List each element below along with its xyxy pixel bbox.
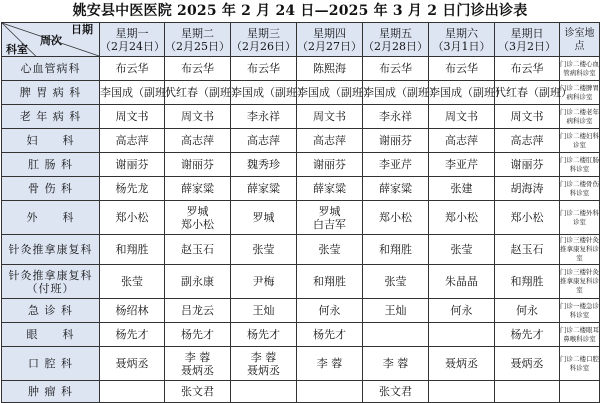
schedule-cell: 吕龙云 (165, 299, 231, 323)
schedule-cell: 和翔胜 (363, 235, 429, 265)
location-cell: 门诊一楼急诊科诊室 (560, 299, 600, 323)
schedule-cell: 李 蓉 聂炳丞 (231, 347, 297, 381)
location-cell: 门诊二楼脾胃病科诊室 (560, 81, 600, 105)
schedule-cell (297, 381, 363, 403)
location-cell: 门诊二楼老年病科诊室 (560, 105, 600, 129)
table-row (2, 105, 600, 129)
schedule-cell: 张文君 (363, 381, 429, 403)
schedule-cell: 代红春（副班） (165, 81, 231, 105)
header-date: （2月27日） (297, 39, 362, 53)
schedule-cell: 李 蓉 (363, 347, 429, 381)
corner-week-label: 周次 (40, 34, 62, 47)
schedule-cell: 周文书 (297, 105, 363, 129)
schedule-cell: 谢丽芬 (165, 153, 231, 177)
header-col-2 (231, 23, 297, 57)
schedule-cell: 布云华 (100, 57, 165, 81)
dept-cell: 肛 肠 科 (2, 153, 100, 177)
schedule-cell: 谢丽芬 (495, 153, 560, 177)
schedule-cell: 李国成（副班） (363, 81, 429, 105)
schedule-cell: 张莹 (297, 235, 363, 265)
dept-cell: 心血管病科 (2, 57, 100, 81)
schedule-cell: 张莹 (100, 265, 165, 299)
schedule-cell (363, 323, 429, 347)
header-day: 星期五 (379, 26, 412, 40)
schedule-cell: 高志萍 (429, 129, 495, 153)
table-row (2, 381, 600, 403)
schedule-cell: 朱晶晶 (429, 265, 495, 299)
schedule-cell: 王灿 (231, 299, 297, 323)
schedule-cell: 高志萍 (231, 129, 297, 153)
header-col-4 (363, 23, 429, 57)
schedule-cell: 周文书 (100, 105, 165, 129)
schedule-cell (100, 381, 165, 403)
table-row (2, 347, 600, 381)
schedule-cell: 杨先才 (165, 323, 231, 347)
header-day: 星期三 (247, 26, 280, 40)
schedule-cell: 布云华 (165, 57, 231, 81)
dept-cell: 骨 伤 科 (2, 177, 100, 201)
schedule-cell: 尹梅 (231, 265, 297, 299)
schedule-cell: 陈熙海 (297, 57, 363, 81)
table-row (2, 201, 600, 235)
dept-cell: 外 科 (2, 201, 100, 235)
table-row (2, 265, 600, 299)
schedule-cell: 李永祥 (231, 105, 297, 129)
header-date: （2月28日） (363, 39, 428, 53)
location-cell: 门诊二楼外科诊室 (560, 201, 600, 235)
schedule-cell: 和翔胜 (100, 235, 165, 265)
schedule-cell: 李 蓉 (297, 347, 363, 381)
header-day: 星期一 (115, 26, 149, 40)
dept-cell: 眼 科 (2, 323, 100, 347)
schedule-cell: 周文书 (429, 105, 495, 129)
schedule-cell: 李 蓉 聂炳丞 (165, 347, 231, 381)
schedule-cell: 杨先才 (231, 323, 297, 347)
schedule-cell: 郑小松 (100, 201, 165, 235)
dept-cell: 老 年 病 科 (2, 105, 100, 129)
header-location: 诊室地点 (560, 23, 600, 57)
location-cell (560, 381, 600, 403)
schedule-cell: 李国成（副班） (429, 81, 495, 105)
schedule-cell: 布云华 (363, 57, 429, 81)
table-row (2, 153, 600, 177)
schedule-cell: 李永祥 (363, 105, 429, 129)
schedule-table (1, 22, 600, 403)
header-corner-cell (2, 23, 100, 57)
header-col-1 (165, 23, 231, 57)
dept-cell: 针灸推拿康复科 （付班） (2, 265, 100, 299)
schedule-cell: 李国成（副班） (100, 81, 165, 105)
location-cell: 门诊二楼眼耳鼻喉科诊室 (560, 323, 600, 347)
dept-cell: 脾 胃 病 科 (2, 81, 100, 105)
table-row (2, 177, 600, 201)
table-row (2, 129, 600, 153)
schedule-cell: 杨绍林 (100, 299, 165, 323)
schedule-cell: 杨先才 (495, 323, 560, 347)
schedule-cell: 王灿 (363, 299, 429, 323)
header-date: （3月1日） (432, 39, 491, 53)
header-col-6 (495, 23, 560, 57)
schedule-cell: 薛家粱 (231, 177, 297, 201)
dept-cell: 针灸推拿康复科 (2, 235, 100, 265)
header-date: （3月2日） (498, 39, 556, 53)
schedule-cell (429, 381, 495, 403)
schedule-cell: 高志萍 (165, 129, 231, 153)
header-col-3 (297, 23, 363, 57)
dept-cell: 口 腔 科 (2, 347, 100, 381)
schedule-cell: 薛家粱 (363, 177, 429, 201)
schedule-cell: 杨先才 (297, 323, 363, 347)
schedule-cell: 赵玉石 (495, 235, 560, 265)
schedule-cell: 聂炳丞 (100, 347, 165, 381)
schedule-cell: 李亚芹 (363, 153, 429, 177)
schedule-cell: 布云华 (495, 57, 560, 81)
schedule-cell: 郑小松 (495, 201, 560, 235)
schedule-cell (231, 381, 297, 403)
schedule-cell: 张莹 (231, 235, 297, 265)
schedule-cell: 高志萍 (100, 129, 165, 153)
schedule-cell: 罗城 郑小松 (165, 201, 231, 235)
header-day: 星期日 (510, 26, 544, 40)
schedule-cell (429, 323, 495, 347)
schedule-cell: 魏秀珍 (231, 153, 297, 177)
table-row (2, 323, 600, 347)
schedule-cell: 何永 (297, 299, 363, 323)
schedule-cell: 胡海涛 (495, 177, 560, 201)
schedule-cell: 李亚芹 (429, 153, 495, 177)
schedule-cell: 高志萍 (495, 129, 560, 153)
schedule-cell: 郑小松 (429, 201, 495, 235)
header-date: （2月26日） (231, 39, 296, 53)
corner-date-label: 日期 (71, 23, 93, 36)
schedule-cell: 周文书 (495, 105, 560, 129)
header-col-0 (100, 23, 165, 57)
schedule-cell: 谢丽芬 (100, 153, 165, 177)
schedule-cell: 杨先才 (100, 323, 165, 347)
location-cell: 门诊二楼心血管病科诊室 (560, 57, 600, 81)
schedule-cell: 高志萍 (297, 129, 363, 153)
schedule-cell: 谢丽芬 (363, 129, 429, 153)
schedule-body (2, 57, 600, 403)
header-date: （2月25日） (165, 39, 230, 53)
schedule-cell: 副永康 (165, 265, 231, 299)
schedule-cell: 薛家粱 (165, 177, 231, 201)
schedule-cell: 和翔胜 (495, 265, 560, 299)
corner-dept-label: 科室 (6, 43, 28, 56)
schedule-cell: 李国成（副班） (297, 81, 363, 105)
schedule-cell: 和翔胜 (297, 265, 363, 299)
schedule-cell: 布云华 (231, 57, 297, 81)
schedule-cell: 李国成（副班） (231, 81, 297, 105)
header-day: 星期四 (313, 26, 346, 40)
schedule-cell (495, 381, 560, 403)
table-row (2, 299, 600, 323)
header-row (2, 23, 600, 57)
schedule-cell: 张建 (429, 177, 495, 201)
header-day: 星期二 (181, 26, 214, 40)
header-col-5 (429, 23, 495, 57)
schedule-cell: 何永 (429, 299, 495, 323)
location-cell: 门诊三楼针灸推拿康复科诊室 (560, 265, 600, 299)
schedule-cell: 薛家粱 (297, 177, 363, 201)
table-row (2, 235, 600, 265)
schedule-cell: 罗城 (231, 201, 297, 235)
schedule-cell: 聂炳丞 (495, 347, 560, 381)
schedule-cell: 张莹 (363, 265, 429, 299)
location-cell: 门诊二楼口腔科诊室 (560, 347, 600, 381)
schedule-cell: 杨先龙 (100, 177, 165, 201)
schedule-cell: 代红春（副班） (495, 81, 560, 105)
dept-cell: 急 诊 科 (2, 299, 100, 323)
location-cell: 门诊二楼骨伤科诊室 (560, 177, 600, 201)
table-row (2, 81, 600, 105)
schedule-cell: 张文君 (165, 381, 231, 403)
header-day: 星期六 (445, 26, 478, 40)
schedule-cell: 罗城 白吉军 (297, 201, 363, 235)
location-cell: 门诊二楼妇科诊室 (560, 129, 600, 153)
location-cell: 门诊三楼针灸推拿康复科诊室 (560, 235, 600, 265)
schedule-cell: 周文书 (165, 105, 231, 129)
schedule-cell: 赵玉石 (165, 235, 231, 265)
page-title: 姚安县中医医院 2025 年 2 月 24 日—2025 年 3 月 2 日门诊出诊表 (72, 3, 528, 19)
schedule-cell: 聂炳丞 (429, 347, 495, 381)
dept-cell: 肿 瘤 科 (2, 381, 100, 403)
header-date: （2月24日） (100, 39, 165, 53)
schedule-cell: 何永 (495, 299, 560, 323)
schedule-cell: 张莹 (429, 235, 495, 265)
schedule-cell: 郑小松 (363, 201, 429, 235)
schedule-cell: 谢丽芬 (297, 153, 363, 177)
table-row (2, 57, 600, 81)
dept-cell: 妇 科 (2, 129, 100, 153)
location-cell: 门诊二楼肛肠科诊室 (560, 153, 600, 177)
schedule-cell: 布云华 (429, 57, 495, 81)
